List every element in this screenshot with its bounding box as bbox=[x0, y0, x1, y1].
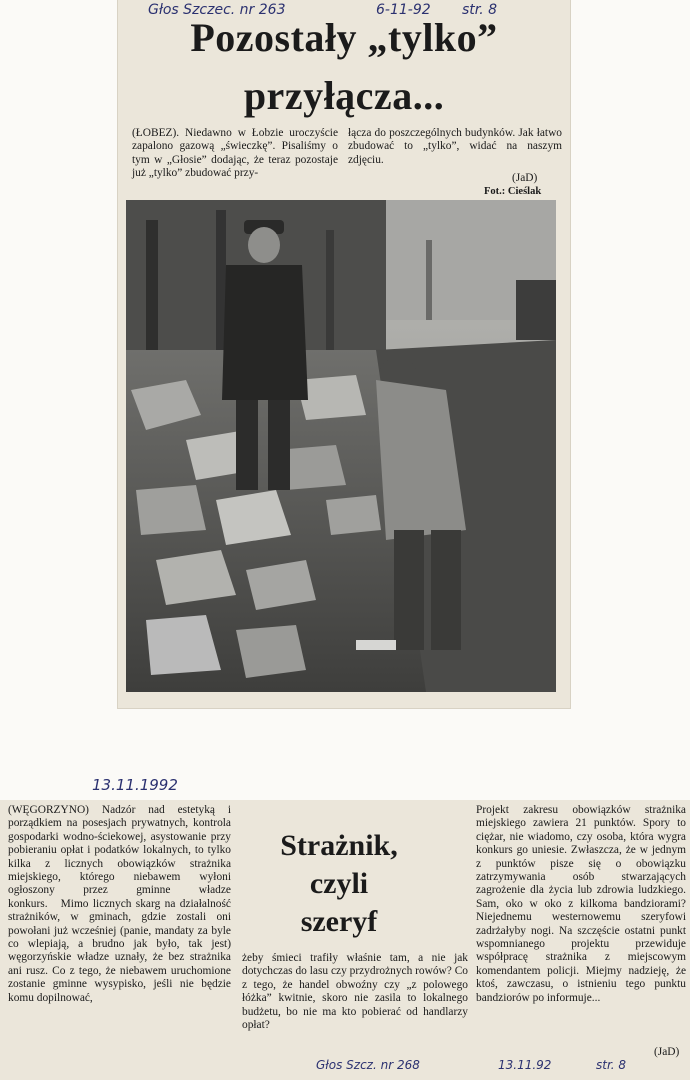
article1-signature: (JaD) bbox=[512, 172, 538, 184]
article1-title-line1: Pozostały „tylko” bbox=[190, 15, 498, 60]
handwritten-source-bottom: Głos Szcz. nr 268 bbox=[316, 1058, 420, 1072]
handwritten-page-bottom: str. 8 bbox=[596, 1058, 627, 1072]
article1-title-line2: przyłącza... bbox=[243, 73, 445, 118]
article-photo bbox=[126, 200, 556, 692]
article2-column-2: żeby śmieci trafiły właśnie tam, a nie jak dotychczas do lasu czy przydrożnych rowów? Co z tego, że handel obwoźny czy „z polowego łóżka” kwitnie, skoro nie zasila to lokalnego budżetu, bo nie ma kto pobierać od handlarzy opłat? bbox=[242, 952, 468, 1032]
article2-title-line1: Strażnik, bbox=[280, 829, 398, 862]
article2-column-1: (WĘGORZYNO) Nadzór nad estetyką i porządkiem na posesjach prywatnych, kontrola gospodarki wodno-ściekowej, asystowanie przy pobieraniu opłat i podatków lokalnych, to tylko kilka z licznych obowiązków strażnika miejskiego, którego niebawem wyłoni ogłoszony przez gminne władze konkurs. Mimo licznych skarg na działalność strażników, w gminach, gdzie zostali oni powołani już wcześniej (panie, mandaty za byle co wlepiają, a brudno jak było, tak jest) węgorzyńskie władze uznały, że bez strażnika ani rusz. Co z tego, że niebawem uruchomione zostanie gminne wysypisko, jeśli nie będzie komu dopilnować, bbox=[8, 804, 231, 1004]
article2-signature: (JaD) bbox=[654, 1046, 680, 1058]
article2-title-line2: czyli bbox=[309, 867, 369, 900]
handwritten-source-top: Głos Szczec. nr 263 bbox=[148, 2, 286, 18]
article1-column-1: (ŁOBEZ). Niedawno w Łobzie uroczyście zapalono gazową „świeczkę”. Pisaliśmy o tym w „Głosie” dodając, że teraz pozostaje już „tylko” zbudować przy- bbox=[132, 127, 338, 180]
photo-credit: Fot.: Cieślak bbox=[484, 186, 542, 197]
article2-title-line3: szeryf bbox=[300, 905, 378, 938]
handwritten-date-top: 6-11-92 bbox=[376, 2, 431, 18]
handwritten-date-middle: 13.11.1992 bbox=[92, 776, 178, 794]
handwritten-date-bottom: 13.11.92 bbox=[498, 1058, 552, 1072]
article2-column-3: Projekt zakresu obowiązków strażnika miejskiego zawiera 21 punktów. Spory to ciężar, nie wiadomo, czy osoba, która wygra konkurs go uniesie. Zwłaszcza, że w jednym z punktów pisze się o obowiązku zatrzymywania osób stwarzających zagrożenie dla życia lub zdrowia ludzkiego. Sam, oko w oko z kilkoma bandziorami? Niejednemu westernowemu szeryfowi zadrżałyby nogi. Na szczęście ostatni punkt wspomnianego projektu przewiduje współpracę strażnika z miejscowym komendantem policji. Miejmy nadzieję, że ktoś, zawczasu, o istnieniu tego punktu bandziorów po informuje... bbox=[476, 804, 686, 1004]
article1-column-2: łącza do poszczególnych budynków. Jak łatwo zbudować to „tylko”, widać na naszym zdjęciu. bbox=[348, 127, 562, 166]
handwritten-page-top: str. 8 bbox=[462, 2, 498, 18]
